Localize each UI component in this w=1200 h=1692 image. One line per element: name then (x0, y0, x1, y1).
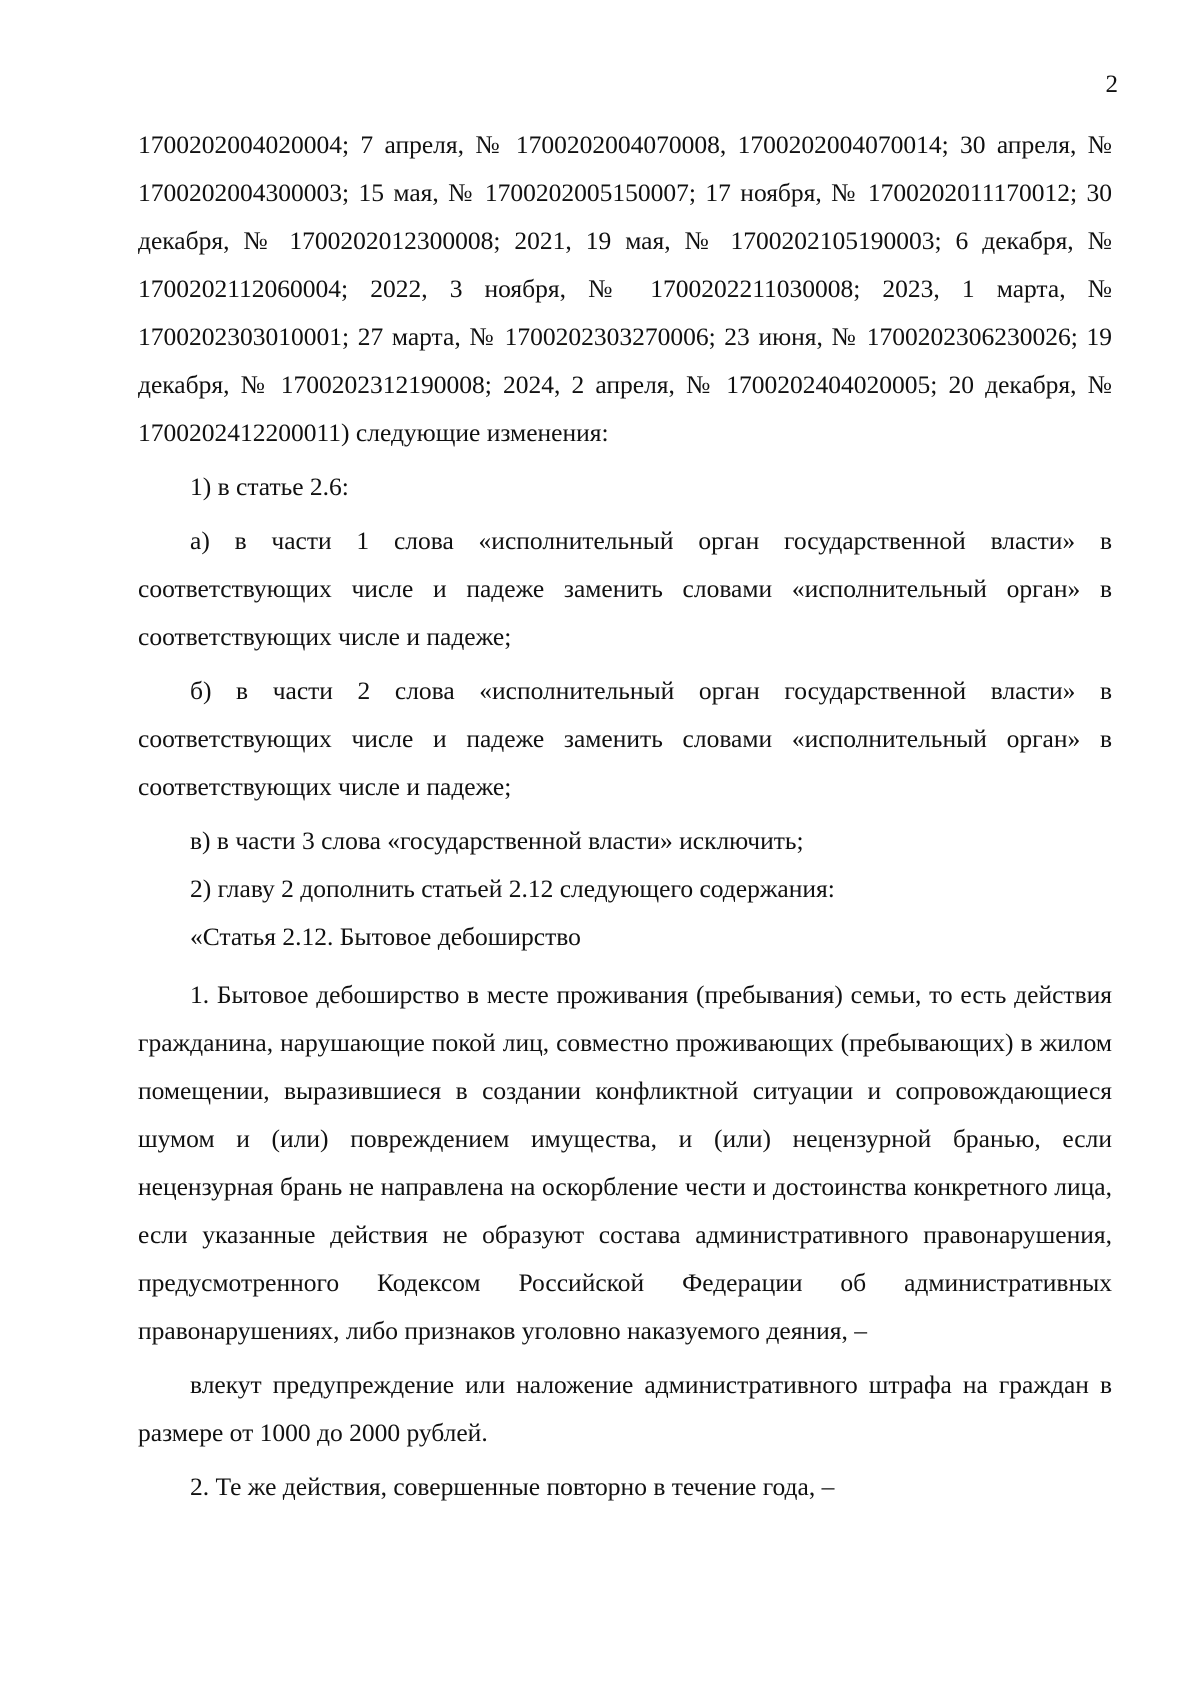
document-body (138, 121, 1112, 1511)
article-part-1-sanction: влекут предупреждение или наложение административного штрафа на граждан в размере от 1000 до 2000 рублей. (138, 1370, 1112, 1447)
article-part-2: 2. Те же действия, совершенные повторно в течение года, – (190, 1472, 835, 1501)
paragraph-subitem-b: б) в части 2 слова «исполнительный орган государственной власти» в соответствующих числе и падеже заменить словами «исполнительный орган» в соответствующих числе и падеже; (138, 676, 1112, 801)
article-heading: «Статья 2.12. Бытовое дебоширство (190, 922, 581, 951)
article-part-1: 1. Бытовое дебоширство в месте проживания (пребывания) семьи, то есть действия гражданина, нарушающие покой лиц, совместно проживающих (пребывающих) в жилом помещении, выразившиеся в создании конфликтной ситуации и сопровождающиеся шумом и (или) повреждением имущества, и (или) нецензурной бранью, если нецензурная брань не направлена на оскорбление чести и достоинства конкретного лица, если указанные действия не образуют состава административного правонарушения, предусмотренного Кодексом Российской Федерации об административных правонарушениях, либо признаков уголовно наказуемого деяния, – (138, 980, 1112, 1345)
page-number: 2 (1105, 71, 1118, 98)
paragraph-subitem-v: в) в части 3 слова «государственной власти» исключить; (190, 826, 804, 855)
paragraph-item-2: 2) главу 2 дополнить статьей 2.12 следующего содержания: (190, 874, 835, 903)
paragraph-item-1: 1) в статье 2.6: (190, 472, 349, 501)
paragraph-subitem-a: а) в части 1 слова «исполнительный орган государственной власти» в соответствующих числе и падеже заменить словами «исполнительный орган» в соответствующих числе и падеже; (138, 526, 1112, 651)
paragraph-amendment-list: 1700202004020004; 7 апреля, № 1700202004070008, 1700202004070014; 30 апреля, № 1700202004300003; 15 мая, № 1700202005150007; 17 ноября, № 1700202011170012; 30 декабря, № 1700202012300008; 2021, 19 мая, № 1700202105190003; 6 декабря, № 1700202112060004; 2022, 3 ноября, № 1700202211030008; 2023, 1 марта, № 1700202303010001; 27 марта, № 1700202303270006; 23 июня, № 1700202306230026; 19 декабря, № 1700202312190008; 2024, 2 апреля, № 1700202404020005; 20 декабря, № 1700202412200011) следующие изменения: (138, 130, 1112, 447)
